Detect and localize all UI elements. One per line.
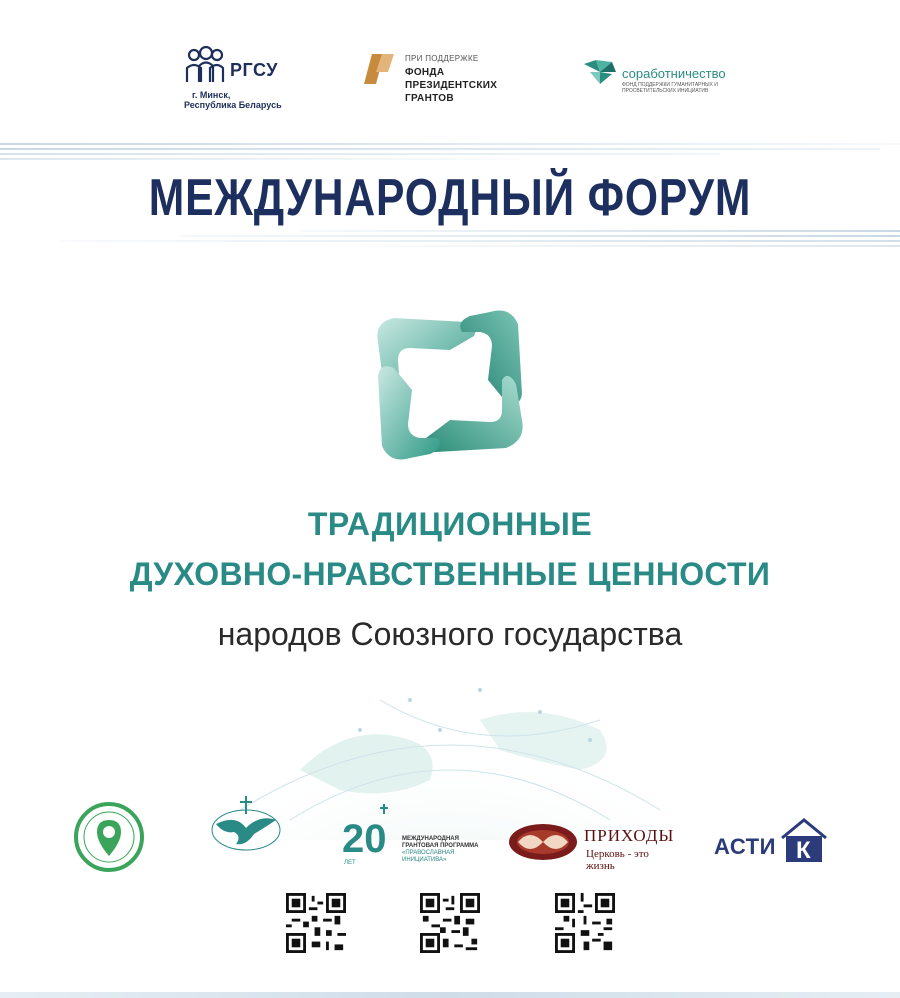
partner2-logo[interactable] bbox=[206, 794, 286, 880]
fpg-line1: ФОНДА bbox=[405, 67, 445, 78]
sorab-name: соработничество bbox=[622, 66, 726, 81]
sorabotnichestvo-logo[interactable] bbox=[582, 58, 732, 118]
rgsu-name: РГСУ bbox=[230, 60, 278, 80]
partner3-logo[interactable] bbox=[340, 800, 480, 880]
rgsu-people-icon bbox=[182, 46, 226, 86]
rgsu-city-line2: Республика Беларусь bbox=[184, 100, 282, 110]
dove-cross-icon bbox=[206, 794, 286, 854]
partner3-lbl1: МЕЖДУНАРОДНАЯ bbox=[402, 836, 459, 842]
qr-code-icon[interactable] bbox=[286, 893, 346, 953]
prihody-title: ПРИХОДЫ bbox=[584, 826, 675, 845]
subtitle-line2: ДУХОВНО-НРАВСТВЕННЫЕ ЦЕННОСТИ bbox=[129, 556, 771, 592]
asti-logo[interactable] bbox=[712, 814, 832, 864]
partner-logos bbox=[0, 790, 900, 890]
subtitle-line1: ТРАДИЦИОННЫЕ bbox=[307, 506, 593, 542]
fpg-small: ПРИ ПОДДЕРЖКЕ bbox=[405, 54, 479, 63]
prihody-logo[interactable] bbox=[508, 820, 678, 872]
fpg-logo[interactable] bbox=[362, 52, 522, 112]
partner3-lbl2: ГРАНТОВАЯ ПРОГРАММА bbox=[402, 843, 479, 849]
subtitle-line3: народов Союзного государства bbox=[217, 616, 683, 652]
qr-code-icon[interactable] bbox=[420, 893, 480, 953]
anniversary-20-icon bbox=[340, 800, 400, 880]
top-stripes bbox=[0, 143, 900, 167]
qr-code-icon[interactable] bbox=[555, 893, 615, 953]
sorab-birds-icon bbox=[582, 58, 618, 86]
rgsu-logo[interactable] bbox=[182, 46, 292, 116]
sorab-subtitle bbox=[622, 82, 722, 94]
bottom-border bbox=[0, 992, 900, 998]
top-logos bbox=[0, 40, 900, 120]
sorab-sub1: ФОНД ПОДДЕРЖКИ ГУМАНИТАРНЫХ И bbox=[622, 82, 718, 88]
hands-emblem-icon bbox=[370, 302, 530, 468]
partner1-badge-icon[interactable] bbox=[74, 802, 144, 872]
fpg-book-icon bbox=[362, 52, 396, 86]
rgsu-city-line1: г. Минск, bbox=[192, 90, 231, 100]
partner3-lbl3: «ПРАВОСЛАВНАЯ bbox=[402, 850, 455, 856]
fpg-line3: ГРАНТОВ bbox=[405, 93, 454, 104]
forum-headline: МЕЖДУНАРОДНЫЙ ФОРУМ bbox=[148, 169, 752, 227]
asti-house-icon bbox=[778, 816, 828, 866]
svg-text:20: 20 bbox=[342, 817, 387, 861]
partner3-label bbox=[402, 836, 479, 850]
fpg-line2: ПРЕЗИДЕНТСКИХ bbox=[405, 80, 498, 91]
sorab-sub2: ПРОСВЕТИТЕЛЬСКИХ ИНИЦИАТИВ bbox=[622, 88, 709, 94]
svg-text:К: К bbox=[796, 837, 811, 864]
partner3-let: ЛЕТ bbox=[344, 860, 356, 866]
asti-name: АСТИ bbox=[714, 834, 776, 859]
partner3-label2 bbox=[402, 850, 454, 864]
prihody-tagline: Церковь - это жизнь bbox=[586, 848, 649, 872]
fpg-title bbox=[405, 66, 497, 105]
bottom-stripes bbox=[0, 230, 900, 254]
ornament-icon bbox=[508, 822, 578, 862]
partner3-lbl4: ИНИЦИАТИВА» bbox=[402, 857, 447, 863]
rgsu-city bbox=[184, 90, 282, 110]
